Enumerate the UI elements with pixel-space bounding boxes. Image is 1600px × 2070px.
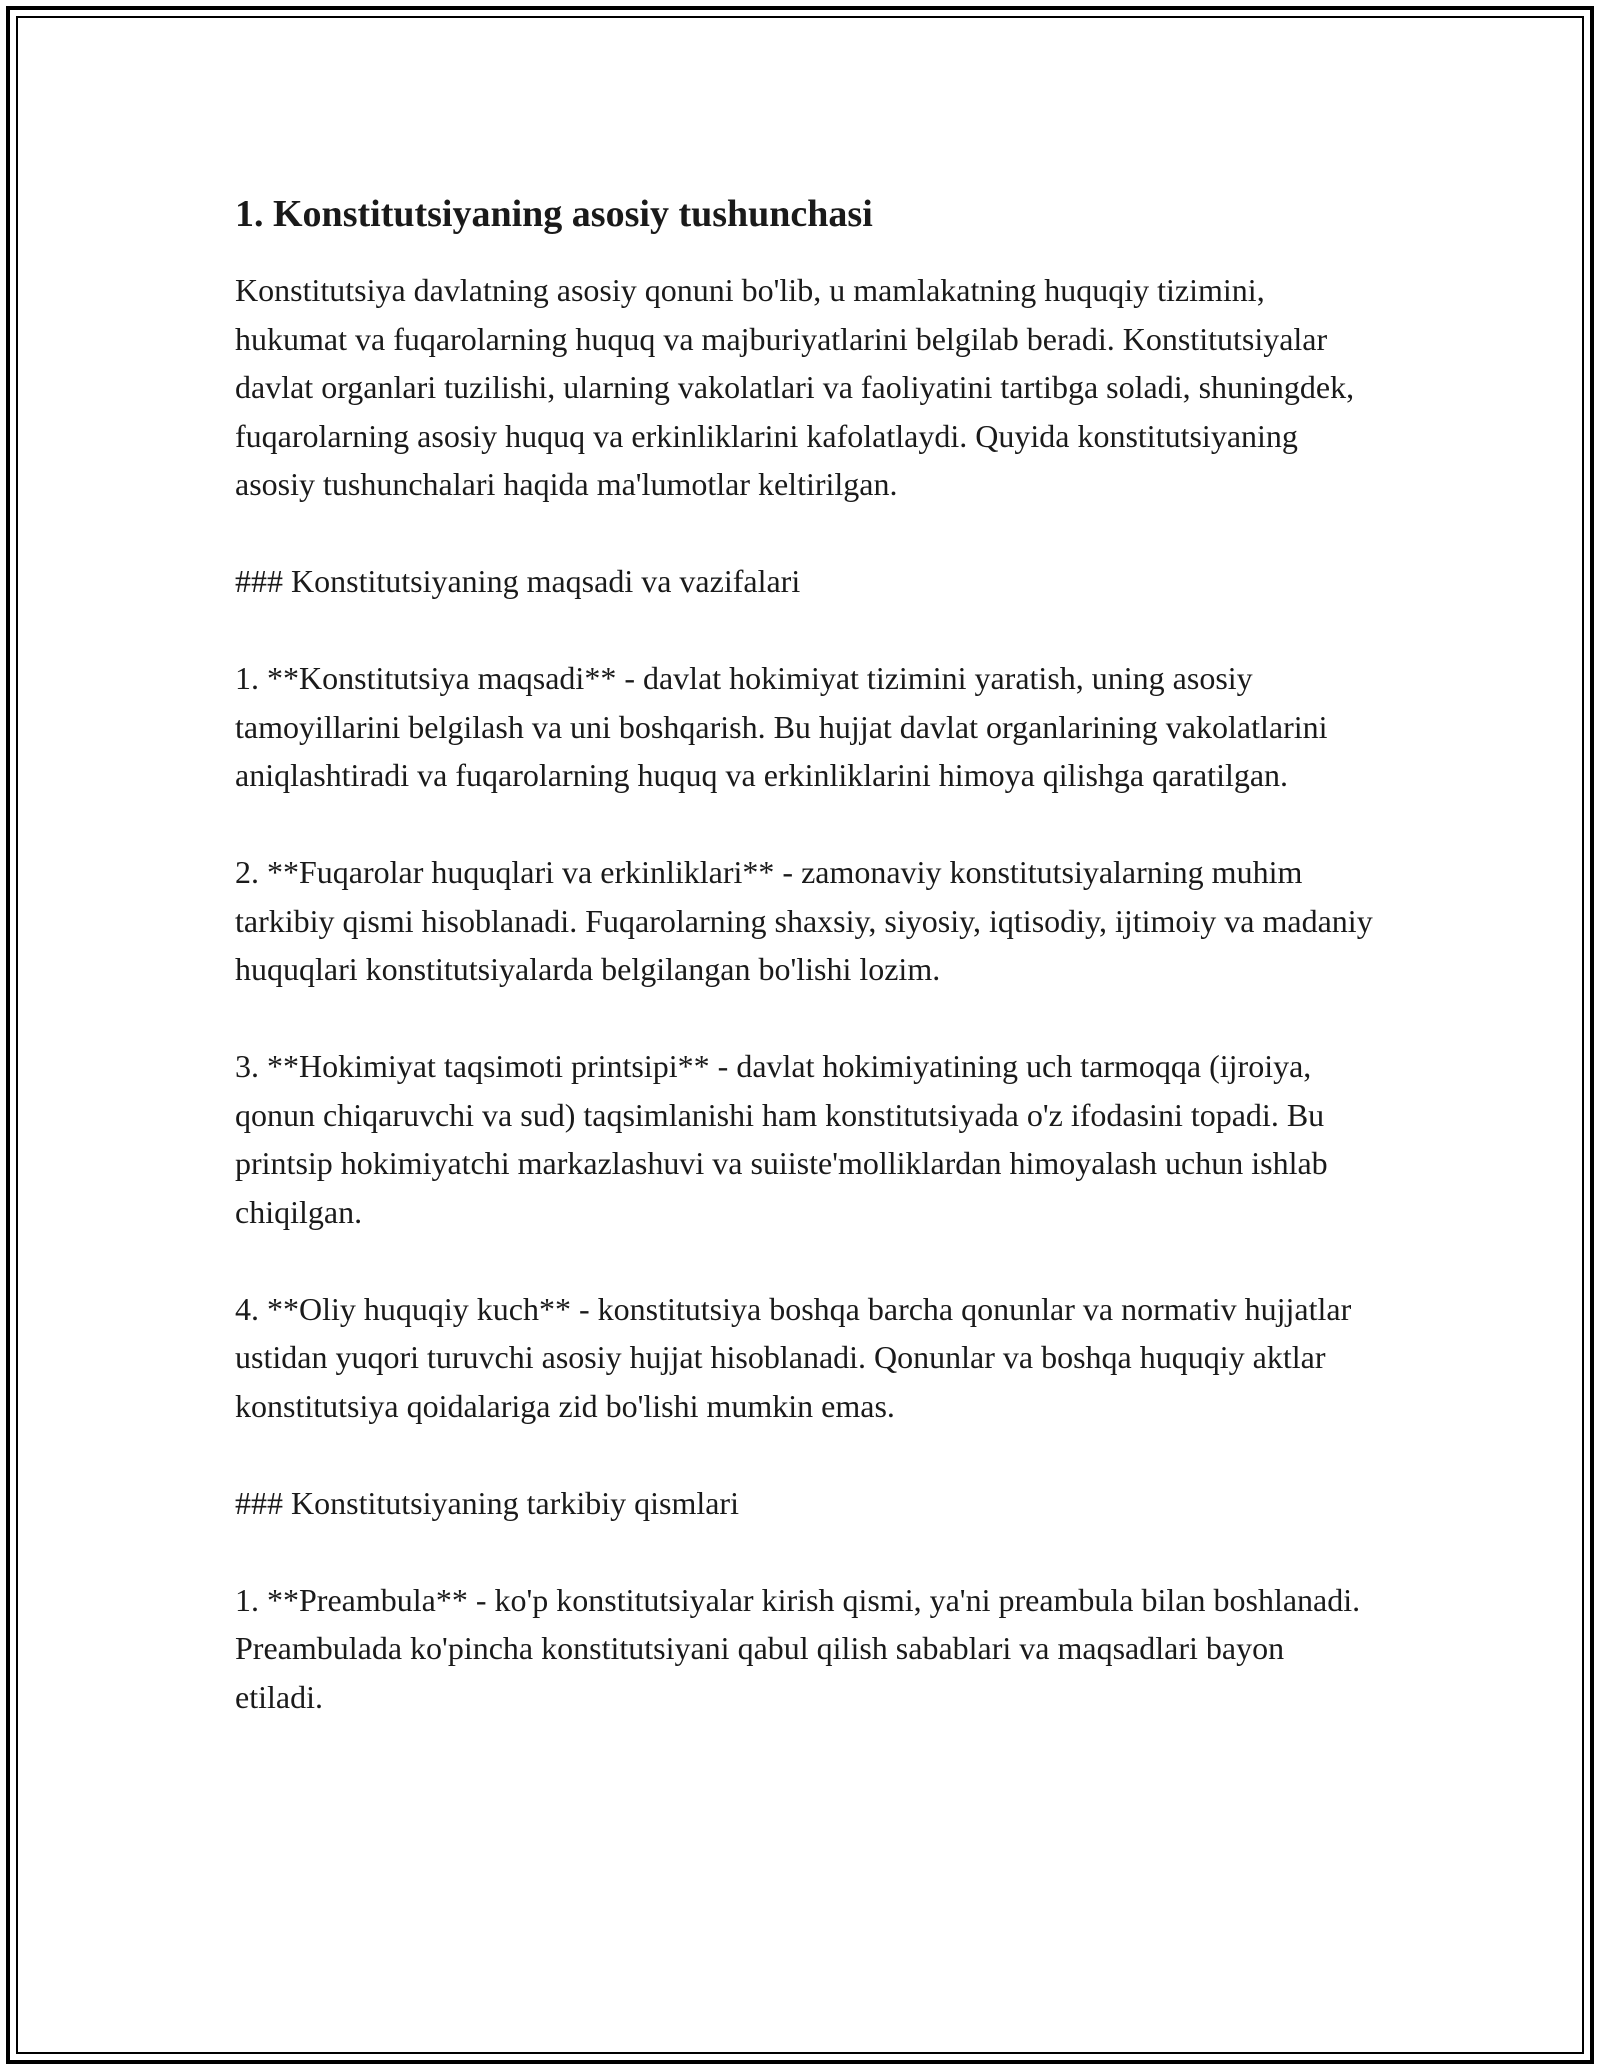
- paragraph-gap: [235, 606, 1375, 655]
- list-item-separation-of-powers: 3. **Hokimiyat taqsimoti printsipi** - davlat hokimiyatining uch tarmoqqa (ijroiya, qonun chiqaruvchi va sud) taqsimlanishi ham konstitutsiyada o'z ifodasini topadi. Bu printsip hokimiyatchi markazlashuvi va suiiste'molliklardan himoyalash uchun ishlab chiqilgan.: [235, 1048, 1328, 1230]
- subheading-goals: ### Konstitutsiyaning maqsadi va vazifalari: [235, 563, 801, 599]
- list-item-preamble: 1. **Preambula** - ko'p konstitutsiyalar kirish qismi, ya'ni preambula bilan boshlanadi. Preambulada ko'pincha konstitutsiyani qabul qilish sabablari va maqsadlari bayon etiladi.: [235, 1581, 1361, 1715]
- paragraph-gap: [235, 1527, 1375, 1576]
- list-item-goal: 1. **Konstitutsiya maqsadi** - davlat hokimiyat tizimini yaratish, uning asosiy tamoyillarini belgilash va uni boshqarish. Bu hujjat davlat organlarining vakolatlarini aniqlashtiradi va fuqarolarning huquq va erkinliklarini himoya qilishga qaratilgan.: [235, 660, 1328, 793]
- paragraph-gap: [235, 1430, 1375, 1479]
- paragraph-gap: [235, 994, 1375, 1043]
- paragraph-gap: [235, 1236, 1375, 1285]
- list-item-supreme-force: 4. **Oliy huquqiy kuch** - konstitutsiya boshqa barcha qonunlar va normativ hujjatlar ustidan yuqori turuvchi asosiy hujjat hisoblanadi. Qonunlar va boshqa huquqiy aktlar konstitutsiya qoidalariga zid bo'lishi mumkin emas.: [235, 1290, 1352, 1424]
- list-item-citizen-rights: 2. **Fuqarolar huquqlari va erkinliklari** - zamonaviy konstitutsiyalarning muhim tarkibiy qismi hisoblanadi. Fuqarolarning shaxsiy, siyosiy, iqtisodiy, ijtimoiy va madaniy huquqlari konstitutsiyalarda belgilangan bo'lishi lozim.: [235, 854, 1373, 987]
- subheading-components: ### Konstitutsiyaning tarkibiy qismlari: [235, 1484, 739, 1521]
- intro-paragraph: Konstitutsiya davlatning asosiy qonuni bo'lib, u mamlakatning huquqiy tizimini, hukumat va fuqarolarning huquq va majburiyatlarini belgilab beradi. Konstitutsiyalar davlat organlari tuzilishi, ularning vakolatlari va faoliyatini tartibga soladi, shuningdek, fuqarolarning asosiy huquq va erkinliklarini kafolatlaydi. Quyida konstitutsiyaning asosiy tushunchalari haqida ma'lumotlar keltirilgan.: [235, 272, 1355, 502]
- paragraph-gap: [235, 800, 1375, 849]
- document-body: [235, 186, 1375, 1721]
- section-title: 1. Konstitutsiyaning asosiy tushunchasi: [235, 193, 873, 235]
- paragraph-gap: [235, 509, 1375, 558]
